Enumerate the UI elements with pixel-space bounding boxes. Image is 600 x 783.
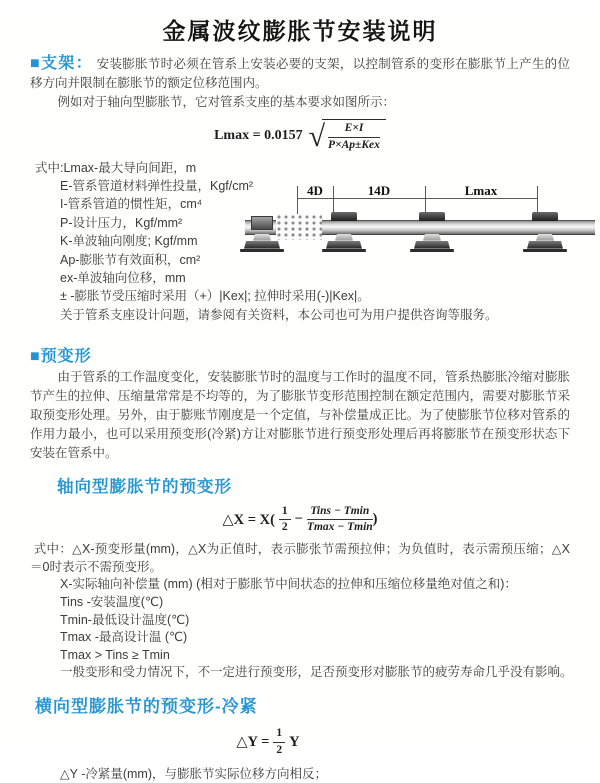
support-clamp xyxy=(532,212,558,221)
page-title: 金属波纹膨胀节安装说明 xyxy=(162,18,438,44)
support-base-plate xyxy=(410,249,454,252)
axial-formula-lhs: △X = X( xyxy=(222,511,275,528)
support-pedestal xyxy=(527,241,563,249)
definition-line: K-单波轴向刚度; Kgf/mm xyxy=(60,234,198,249)
axial-note: Tmax > Tins ≥ Tmin xyxy=(60,647,170,662)
definition-line: I-管系管道的惯性矩，cm⁴ xyxy=(60,197,203,212)
axial-formula-rhs: ) xyxy=(372,511,378,528)
lateral-subheading: 横向型膨胀节的预变形-冷紧 xyxy=(35,696,258,716)
one-half-fraction: $\frac{1}{2}$ xyxy=(273,727,285,758)
definition-line: 关于管系支座设计问题，请参阅有关资料，本公司也可为用户提供咨询等服务。 xyxy=(60,307,498,322)
support-pedestal xyxy=(326,241,362,249)
definition-line: Ap-膨胀节有效面积，cm² xyxy=(60,252,201,267)
lateral-formula xyxy=(0,727,568,758)
definition-line: P-设计压力，Kgf/mm² xyxy=(60,215,183,230)
document-page xyxy=(0,13,600,781)
support-pedestal xyxy=(244,241,280,249)
lateral-note: △Y -冷紧量(mm)，与膨胀节实际位移方向相反； xyxy=(60,766,328,781)
axial-note-lead: 式中：△X-预变形量(mm)，△X为正值时，表示膨张节需预拉伸；为负值时，表示需预压缩；△X＝0时表示不需预变形。 xyxy=(30,542,570,574)
support-neck xyxy=(536,234,554,241)
lmax-frac-numerator: E×I xyxy=(328,122,380,138)
definition-section xyxy=(35,159,600,331)
support-pedestal xyxy=(414,241,450,249)
predeform-section-heading: ■预变形 xyxy=(30,347,92,365)
axial-note: Tins -安装温度(℃) xyxy=(60,594,164,609)
dim-label-4d: 4D xyxy=(307,182,323,198)
support-neck xyxy=(253,234,271,241)
dim-label-lmax: Lmax xyxy=(464,182,498,198)
definition-line: E-管系管道材料弹性投量，Kgf/cm² xyxy=(60,179,254,193)
dim-label-14d: 14D xyxy=(367,182,391,198)
support-section-heading: ■支架： xyxy=(30,55,93,72)
support-base-plate xyxy=(240,249,284,252)
axial-formula xyxy=(0,505,600,536)
pipe-support-diagram xyxy=(245,182,597,279)
predeform-paragraph: 由于管系的工作温度变化，安装膨胀节时的温度与工作时的温度不同，管系热膨胀冷缩对膨胀节产生的拉伸、压缩量常常是不均等的，为了膨胀节变形范围控制在额定范围内，需要对膨胀节采取预变形处理。另外，由于膨账节刚度是一个定值，与补偿量成正比。为了使膨胀节位移对管系的作用力最小，也可以采用预变形(冷紧)方让对膨胀节进行预变形处理后再将膨胀节在预变形状态下安装在管系中。 xyxy=(30,369,571,460)
lateral-formula-lhs: △Y = xyxy=(236,734,270,751)
pipe-support-pedestal xyxy=(410,212,454,260)
support-base-plate xyxy=(322,249,366,252)
support-example-line: 例如对于轴向型膨胀节，它对管系支座的基本要求如图所示： xyxy=(57,95,396,109)
support-clamp xyxy=(331,212,357,221)
minus-sign: − xyxy=(294,511,303,528)
support-neck xyxy=(423,234,441,241)
definition-line: ± -膨胀节受压缩时采用（+）|Kex|; 拉伸时采用(-)|Kex|。 xyxy=(60,289,370,304)
lateral-formula-rhs: Y xyxy=(289,733,300,750)
pipe-support-pedestal xyxy=(523,212,567,260)
axial-note: X-实际轴向补偿量 (mm) (相对于膨胀节中间状态的拉伸和压缩位移量绝对值之和)： xyxy=(60,577,517,592)
lmax-frac-denominator: P×Ap±Kex xyxy=(328,138,380,151)
lmax-formula-lhs: Lmax = 0.0157 xyxy=(214,127,303,143)
sqrt-symbol: √ xyxy=(308,119,326,153)
support-intro-paragraph xyxy=(30,54,570,93)
pipe-support-pedestal xyxy=(240,212,284,260)
support-intro-text: 安装膨胀节时必须在管系上安装必要的支架，以控制管系的变形在膨胀节上产生的位移方向并限制在膨胀节的额定位移范围内。 xyxy=(30,57,570,90)
sqrt-body xyxy=(322,119,386,153)
support-clamp xyxy=(419,212,445,221)
definition-line: 式中:Lmax-最大导向间距，m xyxy=(35,160,197,175)
one-half-fraction: $\frac{1}{2}$ xyxy=(279,505,291,536)
definition-line: ex-单波轴向位移，mm xyxy=(60,271,186,286)
lmax-formula xyxy=(0,119,600,153)
axial-subheading: 轴向型膨胀节的预变形 xyxy=(57,477,232,496)
axial-note: Tmin-最低设计温度(℃) xyxy=(60,612,190,627)
support-base-plate xyxy=(523,249,567,252)
temperature-fraction: $\frac{\text{Tins − Tmin}}{Tmax - Tmin}$ xyxy=(306,504,373,534)
axial-note: Tmax -最高设计温 (℃) xyxy=(60,630,188,645)
support-neck xyxy=(335,234,353,241)
axial-note: 一般变形和受力情况下，不一定进行预变形，足否预变形对膨胀节的疲劳寿命几乎没有影响。 xyxy=(60,665,573,680)
pipe-support-pedestal xyxy=(322,212,366,260)
